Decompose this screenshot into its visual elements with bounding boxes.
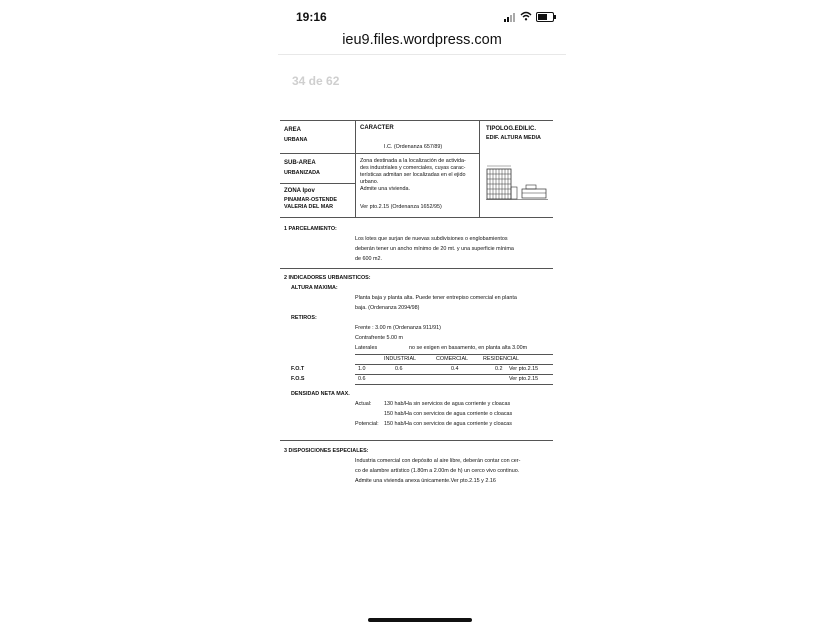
- densidad-actual-1: 130 hab/Ha sin servicios de agua corriente y cloacas: [384, 401, 511, 407]
- section-indicadores: [280, 273, 553, 443]
- address-bar[interactable]: [278, 32, 566, 55]
- desc-line-6: Ver pto.2.15 (Ordenanza 1652/95): [360, 204, 442, 210]
- section-3-title: 3 DISPOSICIONES ESPECIALES:: [284, 448, 369, 454]
- section-1-title: 1 PARCELAMIENTO:: [284, 226, 337, 232]
- densidad-actual-2: 150 hab/Ha con servicios de agua corriente o cloacas: [384, 411, 513, 417]
- densidad-potencial-1: 150 hab/Ha con servicios de agua corriente y cloacas: [384, 421, 512, 427]
- s1-line-3: de 600 m2.: [355, 256, 382, 262]
- section-disposiciones: [280, 446, 553, 490]
- area-value: URBANA: [284, 137, 308, 143]
- s3-line-3: Admite una vivienda anexa únicamente.Ver pto.2.15 y 2.16: [355, 478, 496, 484]
- s1-line-2: deberán tener un ancho mínimo de 20 mt. y una superficie mínima: [355, 246, 514, 252]
- retiros-label: RETIROS:: [291, 315, 317, 321]
- zona-label: ZONA Ipov: [284, 188, 315, 194]
- col-industrial: INDUSTRIAL: [384, 356, 417, 362]
- zona-value-2: VALERIA DEL MAR: [284, 204, 334, 210]
- cellular-signal-icon: [504, 13, 518, 22]
- section-parcelamiento: [280, 224, 553, 268]
- fot-value-5: Ver pto.2.15: [509, 366, 539, 372]
- url-text: ieu9.files.wordpress.com: [342, 32, 502, 48]
- fot-value-1: 1.0: [358, 366, 366, 372]
- tipologia-value: EDIF. ALTURA MEDIA: [486, 135, 541, 141]
- status-time: 19:16: [296, 10, 327, 24]
- fot-value-3: 0.4: [451, 366, 459, 372]
- page-counter: 34 de 62: [292, 74, 340, 88]
- desc-line-1: Zona destinada a la localización de activida-: [360, 158, 466, 164]
- densidad-label: DENSIDAD NETA MAX.: [291, 391, 350, 397]
- s3-line-1: Industria comercial con depósito al aire libre, deberán contar con cer-: [355, 458, 521, 464]
- densidad-potencial-label: Potencial:: [355, 421, 379, 427]
- desc-line-2: des industriales y comerciales, cuyas carac-: [360, 165, 466, 171]
- tipologia-label: TIPOLOG.EDILIC.: [486, 126, 537, 132]
- desc-line-3: terísticas admitan ser localizadas en el ejido: [360, 172, 466, 178]
- status-bar: [278, 0, 566, 32]
- s1-line-1: Los lotes que surjan de nuevas subdivisiones o englobamientos: [355, 236, 508, 242]
- home-indicator[interactable]: [368, 618, 472, 622]
- desc-line-4: urbano.: [360, 179, 379, 185]
- fos-label: F.O.S: [291, 376, 305, 382]
- fot-value-2: 0.6: [395, 366, 403, 372]
- fos-value-2: Ver pto.2.15: [509, 376, 539, 382]
- area-label: AREA: [284, 127, 302, 133]
- caracter-value: I.C. (Ordenanza 657/89): [384, 144, 443, 150]
- retiro-laterales-label: Laterales: [355, 345, 378, 351]
- header-table: [280, 120, 553, 218]
- retiro-contrafrente: Contrafrente 5.00 m: [355, 335, 403, 341]
- building-diagram-icon: [486, 161, 548, 201]
- section-2-title: 2 INDICADORES URBANISTICOS:: [284, 275, 371, 281]
- retiro-laterales-value: no se exigen en basamento, en planta alta 3.00m: [409, 345, 528, 351]
- desc-line-5: Admite una vivienda.: [360, 186, 411, 192]
- s3-line-2: co de alambre artístico (1.80m a 2.00m de h) un cerco vivo continuo.: [355, 468, 520, 474]
- wifi-icon: [520, 11, 532, 24]
- zona-value-1: PINAMAR-OSTENDE: [284, 197, 338, 203]
- fot-label: F.O.T: [291, 366, 305, 372]
- densidad-actual-label: Actual:: [355, 401, 372, 407]
- fos-value-1: 0.6: [358, 376, 366, 382]
- altura-line-2: baja. (Ordenanza 2094/98): [355, 305, 420, 311]
- subarea-value: URBANIZADA: [284, 170, 320, 176]
- phone-screen: [278, 0, 566, 630]
- caracter-label: CARACTER: [360, 125, 394, 131]
- altura-label: ALTURA MAXIMA:: [291, 285, 338, 291]
- fot-value-4: 0.2: [495, 366, 503, 372]
- subarea-label: SUB-AREA: [284, 160, 316, 166]
- battery-icon: [536, 12, 554, 22]
- document-page: [280, 120, 553, 484]
- col-residencial: RESIDENCIAL: [483, 356, 519, 362]
- altura-line-1: Planta baja y planta alta. Puede tener entrepiso comercial en planta: [355, 295, 517, 301]
- retiro-frente: Frente : 3.00 m (Ordenanza 911/91): [355, 325, 441, 331]
- col-comercial: COMERCIAL: [436, 356, 469, 362]
